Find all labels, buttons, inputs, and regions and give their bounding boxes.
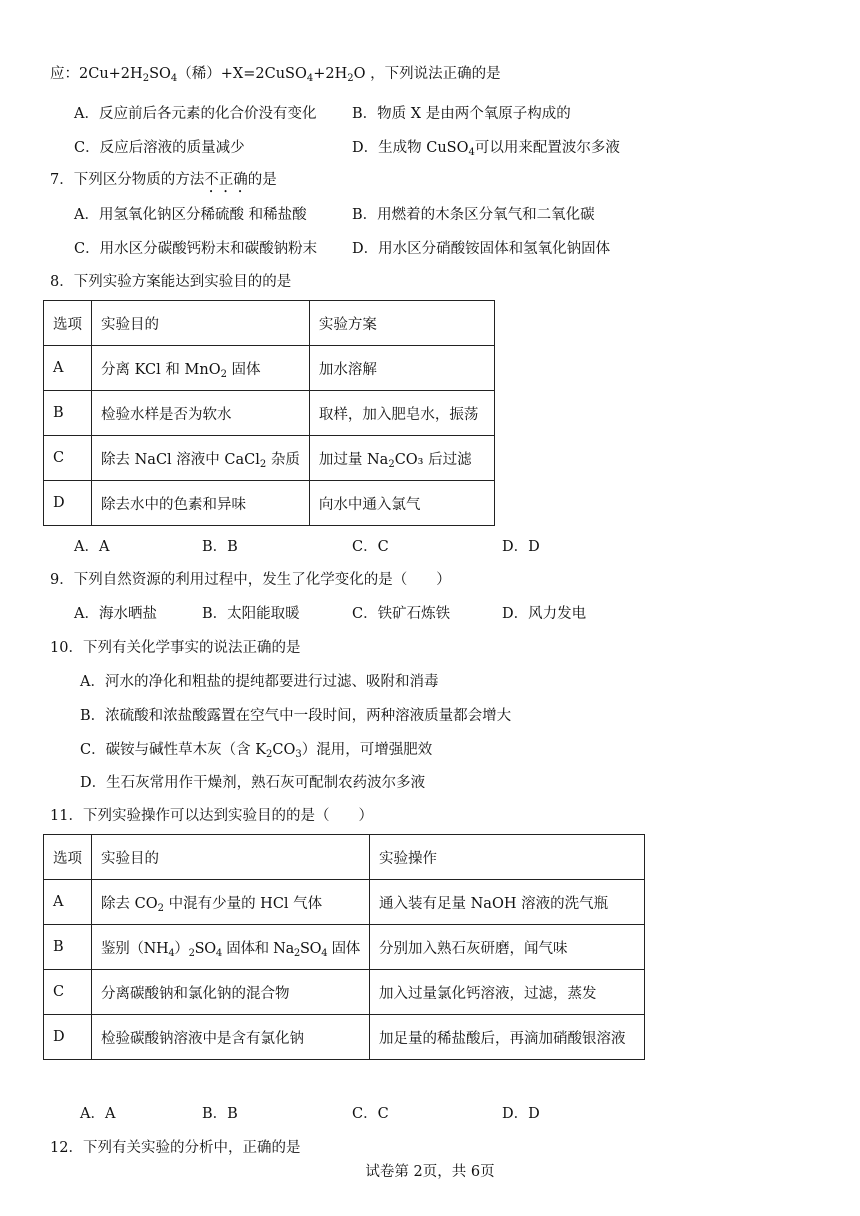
table-cell: 除去水中的色素和异味 [92,481,310,526]
table-cell: C [44,970,92,1015]
table-cell: A [44,880,92,925]
q7-option-c: C．用水区分碳酸钙粉末和碳酸钠粉末 [74,241,318,257]
q9-answer-a: A．海水晒盐 [74,606,157,622]
q6-option-b: B．物质 X 是由两个氧原子构成的 [352,106,571,122]
q6-option-c: C．反应后溶液的质量减少 [74,140,245,156]
q9-stem: 9．下列自然资源的利用过程中，发生了化学变化的是（ ） [50,572,451,588]
q6-option-a: A．反应前后各元素的化合价没有变化 [74,106,317,122]
table-header: 实验目的 [92,301,310,346]
table-cell: 向水中通入氯气 [309,481,494,526]
table-cell: 加过量 $Na_2CO_3$ 后过滤 [309,436,494,481]
table-cell: 通入装有足量 NaOH 溶液的洗气瓶 [370,880,645,925]
q11-answer-b: B．B [202,1106,238,1122]
q10-option-c: C．碳铵与碱性草木灰（含 $K_2CO_3$）混用，可增强肥效 [80,742,433,760]
table-cell: 分别加入熟石灰研磨，闻气味 [370,925,645,970]
q8-answer-d: D．D [502,539,540,555]
q7-option-b: B．用燃着的木条区分氧气和二氧化碳 [352,207,595,223]
table-row [44,1015,645,1060]
table-cell: 检验碳酸钠溶液中是含有氯化钠 [92,1015,370,1060]
table-row [44,925,645,970]
q8-stem: 8．下列实验方案能达到实验目的的是 [50,274,292,290]
q10-option-b: B．浓硫酸和浓盐酸露置在空气中一段时间，两种溶液质量都会增大 [80,708,512,724]
q10-option-d: D．生石灰常用作干燥剂，熟石灰可配制农药波尔多液 [80,775,426,791]
q12-stem: 12．下列有关实验的分析中，正确的是 [50,1140,301,1156]
q7-option-d: D．用水区分硝酸铵固体和氢氧化钠固体 [352,241,611,257]
table-cell: 除去 NaCl 溶液中 CaCl$_2$ 杂质 [92,436,310,481]
q8-table [43,300,495,526]
q8-answer-c: C．C [352,539,389,555]
table-header: 选项 [44,835,92,880]
table-cell: 鉴别$(NH_4)_2SO_4$ 固体和 $Na_2SO_4$ 固体 [92,925,370,970]
table-header-row [44,301,495,346]
table-row [44,436,495,481]
q7-option-a: A．用氢氧化钠区分稀硫酸 和稀盐酸 [74,207,307,223]
table-cell: 加水溶解 [309,346,494,391]
table-cell: 分离碳酸钠和氯化钠的混合物 [92,970,370,1015]
q9-answer-d: D．风力发电 [502,606,587,622]
q6-option-d: D．生成物 CuSO$_4$可以用来配置波尔多液 [352,140,620,158]
q9-answer-b: B．太阳能取暖 [202,606,300,622]
q10-option-a: A．河水的净化和粗盐的提纯都要进行过滤、吸附和消毒 [80,674,439,690]
table-cell: 分离 KCl 和 MnO$_2$ 固体 [92,346,310,391]
q8-answer-a: A．A [74,539,110,555]
q11-stem: 11．下列实验操作可以达到实验目的的是（ ） [50,808,373,824]
q11-answer-a: A．A [80,1106,116,1122]
table-header: 实验方案 [309,301,494,346]
q10-stem: 10．下列有关化学事实的说法正确的是 [50,640,301,656]
table-row [44,880,645,925]
table-cell: 加入过量氯化钙溶液，过滤，蒸发 [370,970,645,1015]
table-cell: 加足量的稀盐酸后，再滴加硝酸银溶液 [370,1015,645,1060]
table-row [44,481,495,526]
q6-stem: 应：$2Cu+2H_2SO_4$（稀）$+X=2CuSO_4+2H_2O$ ，下列说法正确的是 [50,66,501,84]
q8-answer-b: B．B [202,539,238,555]
table-header: 实验目的 [92,835,370,880]
table-cell: A [44,346,92,391]
table-cell: 除去 $CO_2$ 中混有少量的 HCl 气体 [92,880,370,925]
q11-table [43,834,645,1060]
table-row [44,970,645,1015]
table-header: 实验操作 [370,835,645,880]
table-cell: D [44,481,92,526]
table-header-row [44,835,645,880]
q7-stem: 7．下列区分物质的方法不正确的是 [50,172,277,188]
table-cell: 检验水样是否为软水 [92,391,310,436]
table-row [44,391,495,436]
q9-answer-c: C．铁矿石炼铁 [352,606,451,622]
q11-answer-d: D．D [502,1106,540,1122]
page-footer: 试卷第 2页，共 6页 [365,1164,495,1180]
table-cell: B [44,391,92,436]
table-cell: 取样，加入肥皂水，振荡 [309,391,494,436]
table-cell: C [44,436,92,481]
table-row [44,346,495,391]
table-cell: B [44,925,92,970]
q11-answer-c: C．C [352,1106,389,1122]
table-header: 选项 [44,301,92,346]
table-cell: D [44,1015,92,1060]
